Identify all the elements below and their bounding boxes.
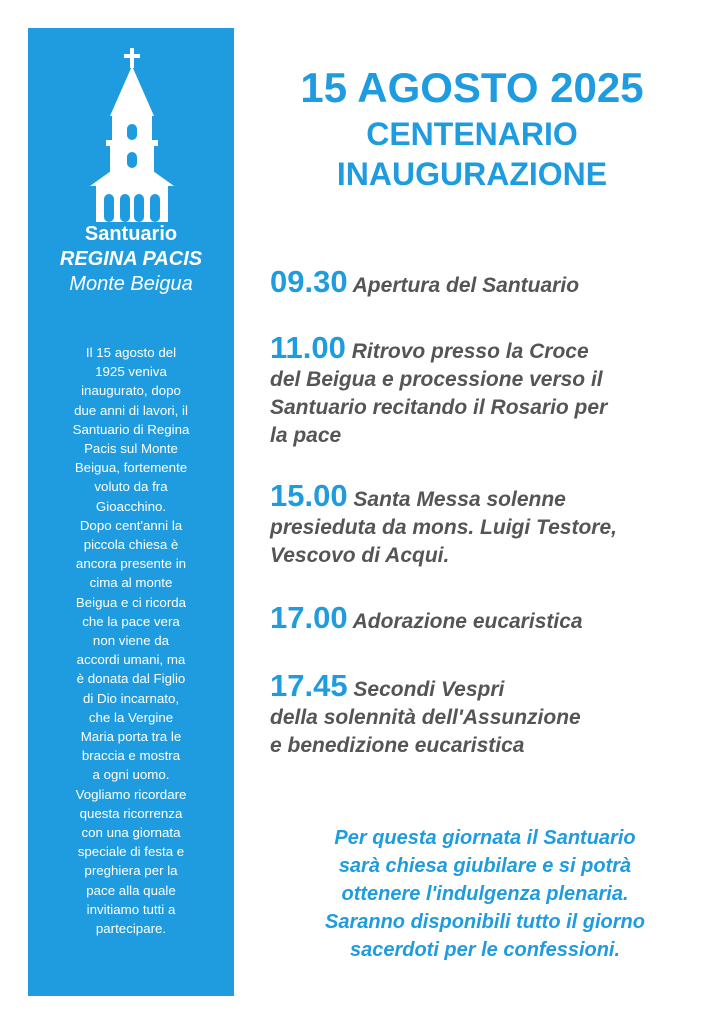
program-time: 11.00 <box>270 330 346 365</box>
history-line: Vogliamo ricordare <box>75 786 187 802</box>
program-description: Adorazione eucaristica <box>352 610 583 633</box>
history-line: Beigua, fortemente <box>74 460 188 476</box>
history-line: accordi umani, ma <box>76 652 186 668</box>
notice-line: Per questa giornata il Santuario <box>334 827 636 849</box>
program-description: la pace <box>270 424 342 447</box>
program-description: Apertura del Santuario <box>352 274 580 297</box>
page-title <box>250 62 694 194</box>
program-description: Santuario recitando il Rosario per <box>270 396 608 419</box>
history-line: 1925 veniva <box>95 364 167 380</box>
program-description: Santa Messa solenne <box>353 488 566 511</box>
church-icon <box>90 44 174 226</box>
history-line: piccola chiesa è <box>83 537 179 553</box>
history-line: preghiera per la <box>84 863 178 879</box>
program-description: Secondi Vespri <box>353 678 505 701</box>
history-line: Gioacchino. <box>95 498 167 514</box>
program-item <box>270 600 700 636</box>
history-line: Pacis sul Monte <box>84 441 178 457</box>
program-description: della solennità dell'Assunzione <box>270 706 581 729</box>
program-time: 17.45 <box>270 668 348 703</box>
history-line: che la Vergine <box>88 709 174 725</box>
notice-line: Saranno disponibili tutto il giorno <box>325 911 645 933</box>
history-line: due anni di lavori, il <box>74 402 188 418</box>
program-item <box>270 668 700 760</box>
event-date: 15 AGOSTO 2025 <box>300 64 644 111</box>
sanctuary-name-line3: Monte Beigua <box>69 273 193 295</box>
program-item <box>270 478 700 570</box>
history-line: Maria porta tra le <box>80 729 182 745</box>
sanctuary-name-line2: REGINA PACIS <box>59 248 203 270</box>
notice-line: sacerdoti per le confessioni. <box>349 939 621 961</box>
program-description: Vescovo di Acqui. <box>270 544 450 567</box>
title-line-centenario: CENTENARIO <box>366 116 578 152</box>
history-line: speciale di festa e <box>77 844 185 860</box>
history-line: è donata dal Figlio <box>76 671 186 687</box>
title-line-inaugurazione: INAUGURAZIONE <box>336 156 608 192</box>
history-line: di Dio incarnato, <box>82 690 180 706</box>
program-description: Ritrovo presso la Croce <box>351 340 589 363</box>
history-line: a ogni uomo. <box>92 767 170 783</box>
program-description: e benedizione eucaristica <box>270 734 525 757</box>
history-line: Beigua e ci ricorda <box>75 594 187 610</box>
program-description: presieduta da mons. Luigi Testore, <box>270 516 617 539</box>
sidebar-panel <box>28 28 234 996</box>
notice-line: ottenere l'indulgenza plenaria. <box>341 883 629 905</box>
sanctuary-name <box>28 222 234 297</box>
history-line: inaugurato, dopo <box>81 383 181 399</box>
program-item <box>270 330 700 450</box>
history-line: pace alla quale <box>86 882 176 898</box>
history-line: voluto da fra <box>94 479 168 495</box>
history-line: Il 15 agosto del <box>85 345 177 360</box>
history-line: con una giornata <box>81 825 181 841</box>
history-line: partecipare. <box>95 921 167 937</box>
history-line: non viene da <box>92 633 170 649</box>
program-time: 15.00 <box>270 478 348 513</box>
history-line: questa ricorrenza <box>79 805 183 821</box>
history-paragraph <box>56 343 206 938</box>
history-line: invitiamo tutti a <box>86 901 176 917</box>
history-line: ancora presente in <box>75 556 187 572</box>
notice-line: sarà chiesa giubilare e si potrà <box>338 855 632 877</box>
history-line: che la pace vera <box>82 613 180 629</box>
program-time: 17.00 <box>270 600 348 635</box>
program-time: 09.30 <box>270 264 348 299</box>
program-description: del Beigua e processione verso il <box>270 368 603 391</box>
history-line: Dopo cent'anni la <box>79 517 183 533</box>
jubilee-notice <box>258 824 712 964</box>
history-line: cima al monte <box>89 575 173 591</box>
history-line: braccia e mostra <box>81 748 181 764</box>
program-item <box>270 264 700 300</box>
sanctuary-name-line1: Santuario <box>84 223 178 245</box>
history-line: Santuario di Regina <box>72 421 190 437</box>
